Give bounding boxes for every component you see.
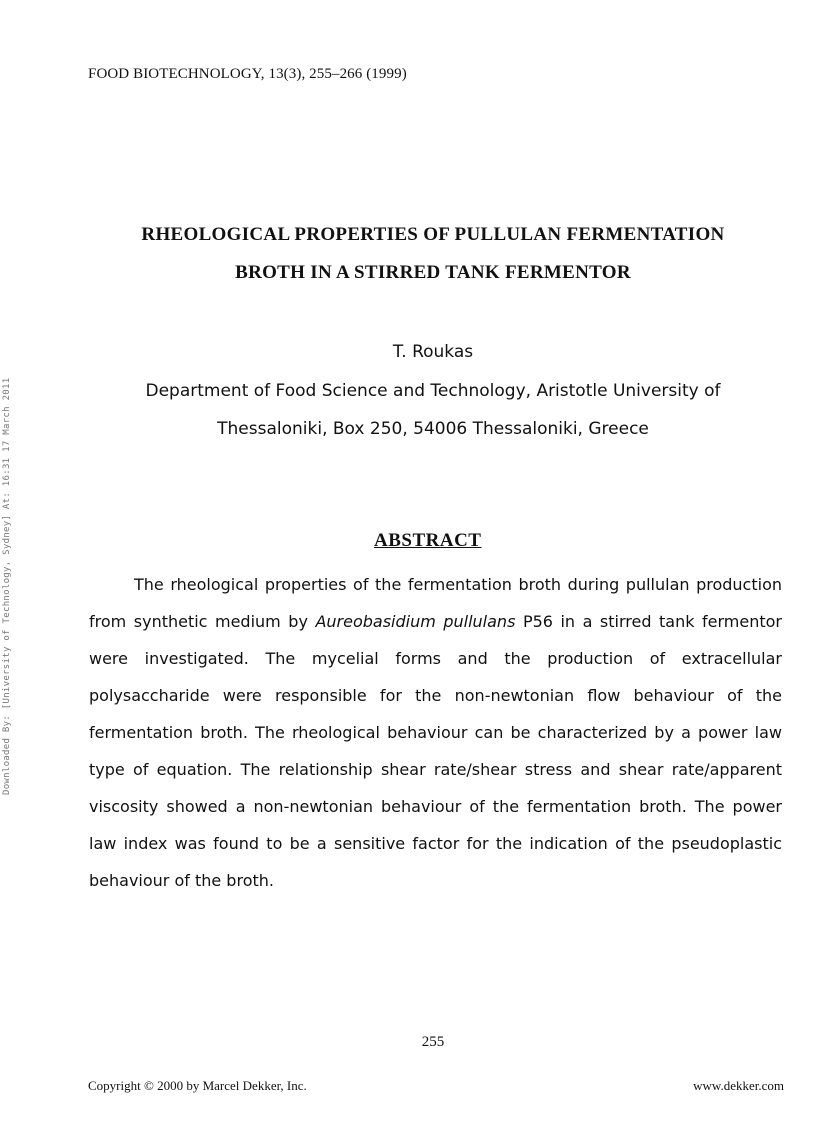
affiliation-line-2: Thessaloniki, Box 250, 54006 Thessaloniki, Greece [217,419,649,439]
publisher-website: www.dekker.com [693,1078,784,1093]
paper-title-line-2: BROTH IN A STIRRED TANK FERMENTOR [235,262,631,283]
affiliation-line-1: Department of Food Science and Technology, Aristotle University of [145,381,721,401]
paper-title-line-1: RHEOLOGICAL PROPERTIES OF PULLULAN FERMENTATION [141,224,725,245]
journal-citation: FOOD BIOTECHNOLOGY, 13(3), 255–266 (1999) [88,66,407,82]
abstract-text-part-1: The rheological properties of the fermentation broth during pullulan production from synthetic medium by [89,575,782,631]
download-watermark: Downloaded By: [University of Technology, Sydney] At: 16:31 17 March 2011 [2,377,12,795]
abstract-body [89,566,782,899]
author-name: T. Roukas [392,342,474,362]
copyright-notice: Copyright © 2000 by Marcel Dekker, Inc. [88,1078,307,1093]
abstract-text-part-2: P56 in a stirred tank fermentor were investigated. The mycelial forms and the production of extracellular polysaccharide were responsible for the non-newtonian flow behaviour of the fermentation broth. The rheological behaviour can be characterized by a power law type of equation. The relationship shear rate/shear stress and shear rate/apparent viscosity showed a non-newtonian behaviour of the fermentation broth. The power law index was found to be a sensitive factor for the indication of the pseudoplastic behaviour of the broth. [89,612,783,890]
abstract-heading: ABSTRACT [374,530,482,551]
species-name: Aureobasidium pullulans [315,612,516,631]
page-number: 255 [421,1034,445,1050]
